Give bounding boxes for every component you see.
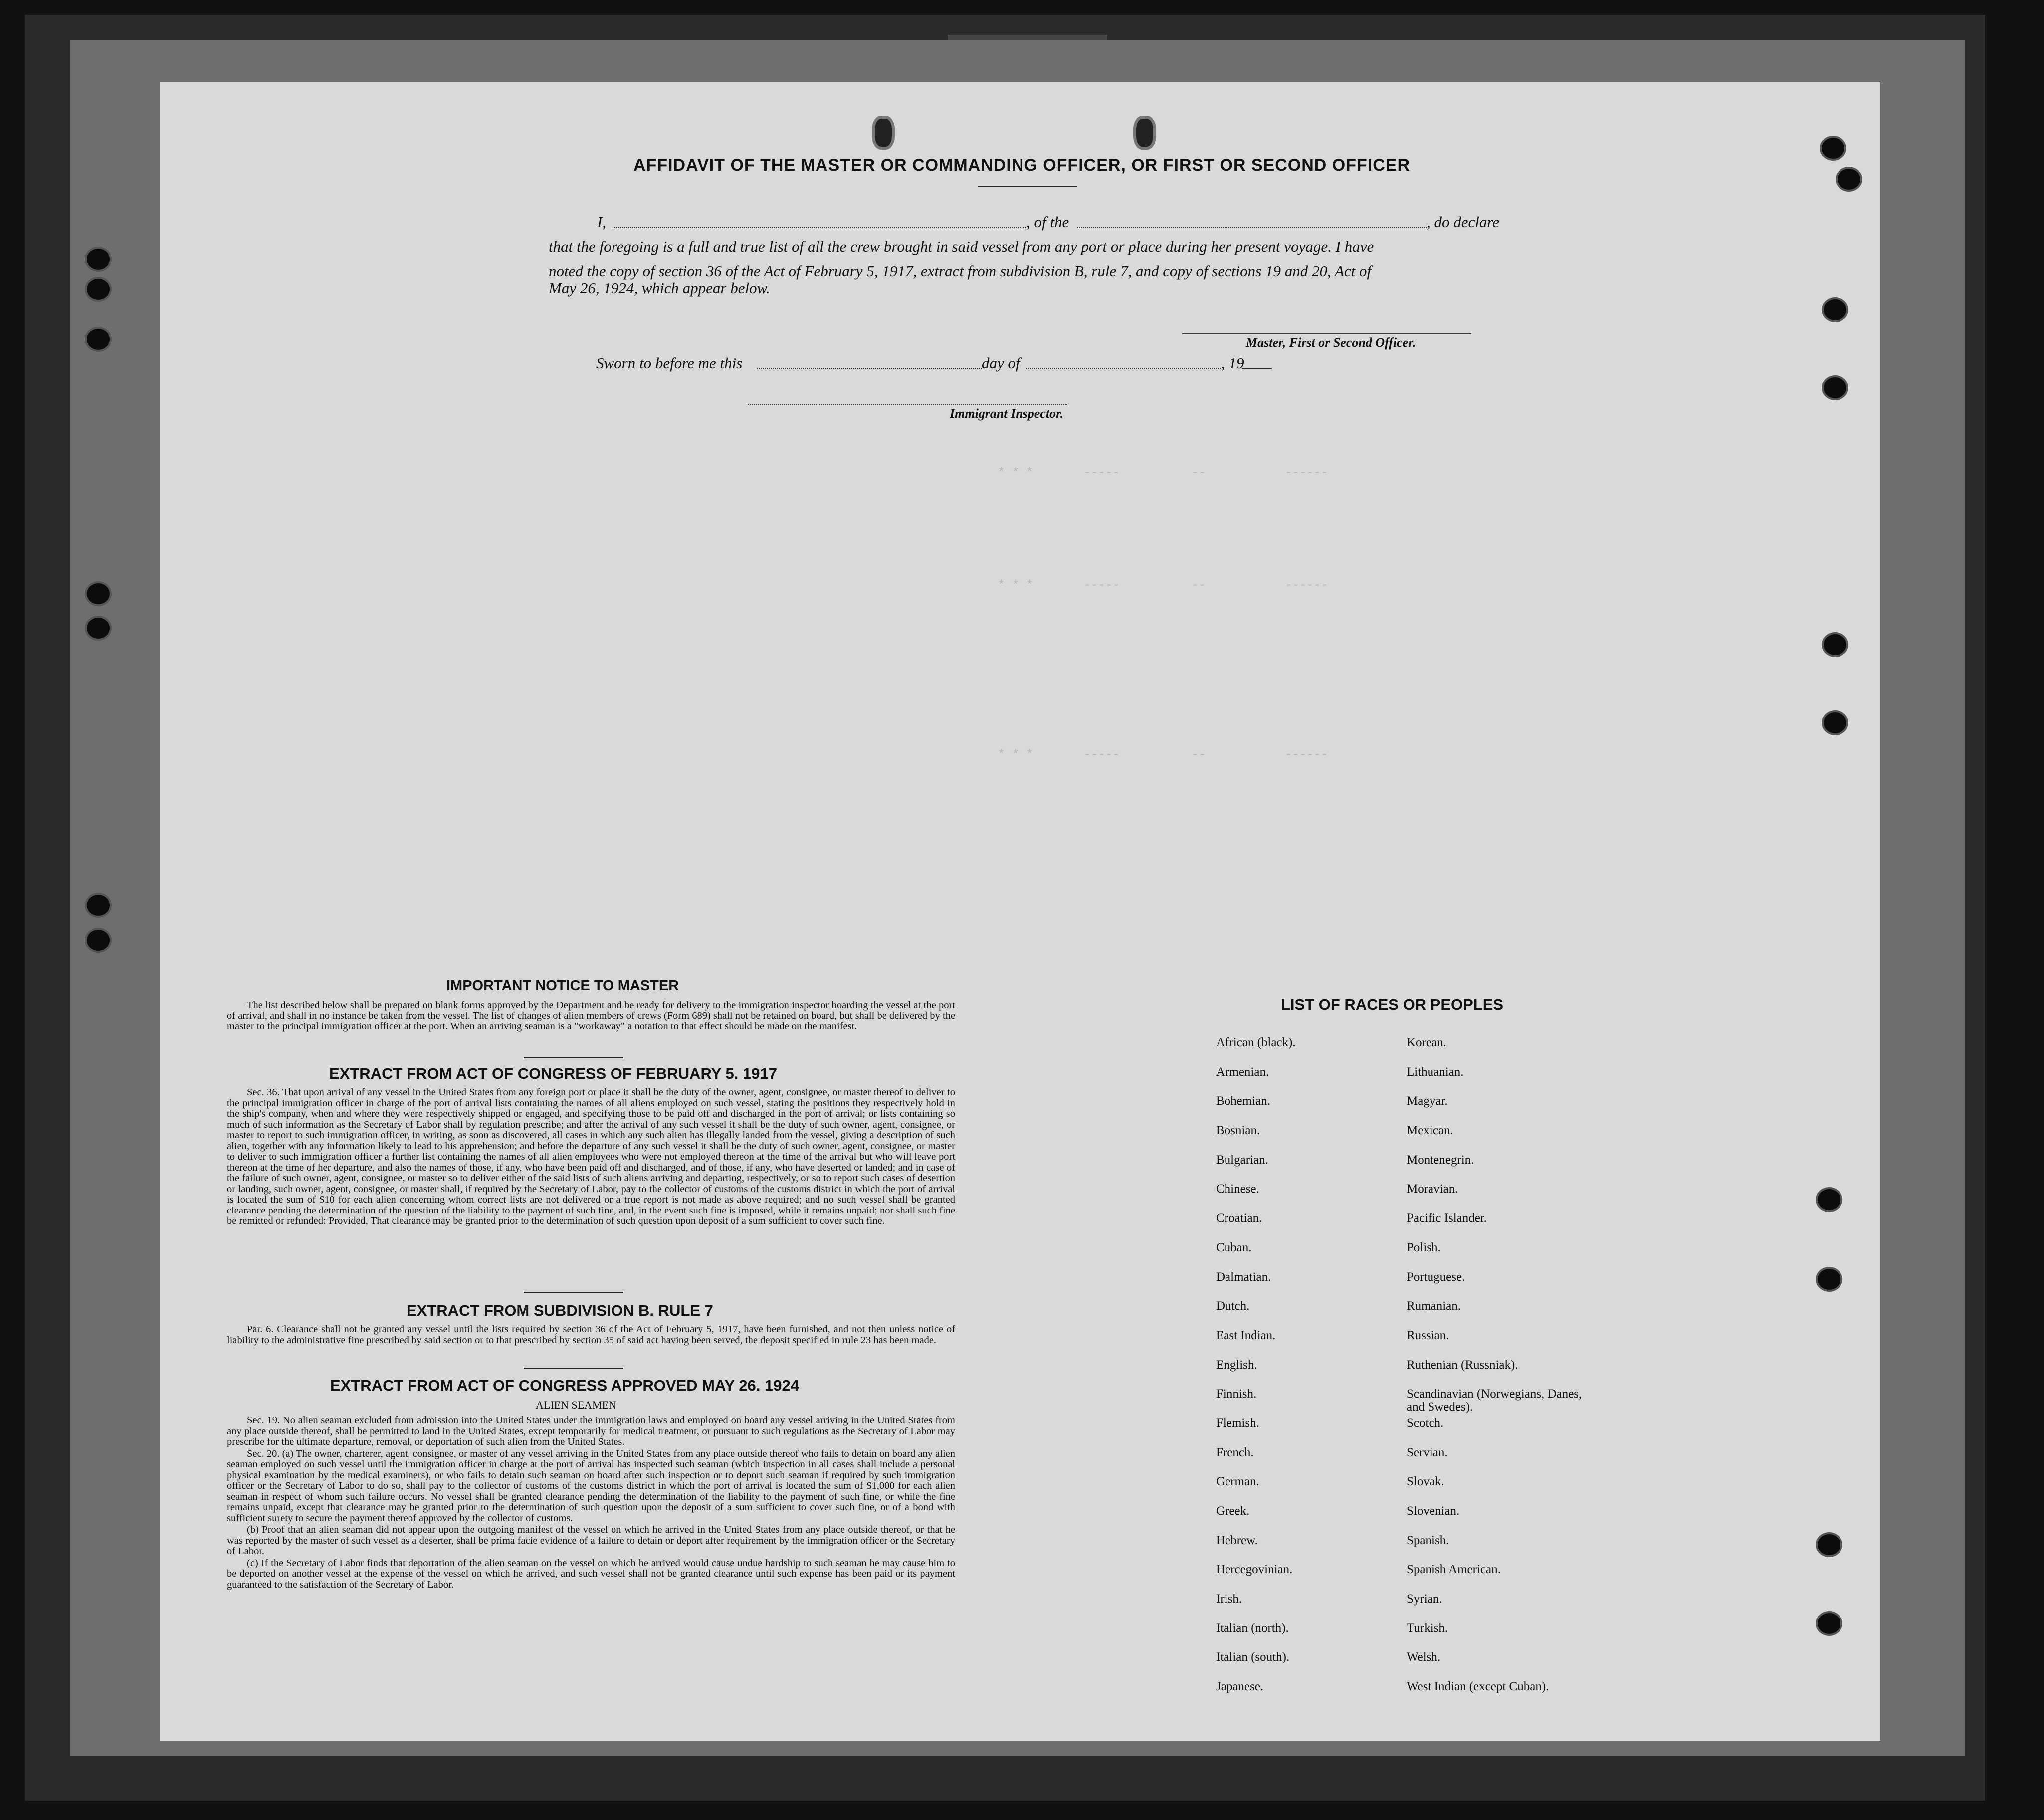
vessel-field-line — [1077, 227, 1427, 228]
race-item: Korean. — [1407, 1036, 1446, 1049]
race-item: Ruthenian (Russniak). — [1407, 1358, 1518, 1372]
race-item: Greek. — [1216, 1504, 1250, 1518]
binder-hole-icon — [1836, 167, 1862, 192]
race-item: Russian. — [1407, 1328, 1449, 1342]
race-item: Bohemian. — [1216, 1094, 1271, 1108]
notice-paragraph: The list described below shall be prepared on blank forms approved by the Department and be ready for delivery to the immigration inspector boarding the vessel at the port of arrival, and shall in no instance be taken from the vessel. The list of changes of alien members of crews (Form 689) shall not be retained on board, but shall be delivered by the master to the principal immigration officer at the port. When an arriving seaman is a "workaway" a notation to that effect should be made on the manifest. — [227, 1000, 955, 1032]
binder-hole-icon — [1820, 136, 1846, 161]
race-item: West Indian (except Cuban). — [1407, 1680, 1549, 1694]
sworn-date-line — [757, 368, 982, 369]
race-item: Scotch. — [1407, 1416, 1444, 1430]
race-item: French. — [1216, 1445, 1254, 1459]
sworn-text: Sworn to before me this — [596, 354, 743, 372]
affidavit-body-line4: May 26, 1924, which appear below. — [549, 279, 770, 297]
section-rule — [524, 1292, 623, 1293]
race-item: Slovenian. — [1407, 1504, 1460, 1518]
race-item: Welsh. — [1407, 1650, 1441, 1664]
race-item: Mexican. — [1407, 1124, 1453, 1138]
race-item: German. — [1216, 1475, 1259, 1489]
races-right-column — [1407, 1036, 1596, 1710]
race-item: East Indian. — [1216, 1328, 1276, 1342]
year-prefix: , 19 — [1221, 354, 1244, 372]
race-item: Japanese. — [1216, 1680, 1264, 1694]
binder-hole-icon — [1816, 1187, 1842, 1212]
binder-hole-icon — [1816, 1611, 1842, 1636]
race-item: Servian. — [1407, 1445, 1448, 1459]
affidavit-of-the: , of the — [1026, 213, 1069, 231]
race-item: Hercegovinian. — [1216, 1563, 1293, 1577]
section-rule — [524, 1368, 623, 1369]
binder-hole-icon — [1816, 1532, 1842, 1557]
extract-1924-text — [227, 1416, 955, 1591]
race-item: Polish. — [1407, 1240, 1441, 1254]
races-title: LIST OF RACES OR PEOPLES — [1281, 996, 1504, 1013]
bleed-through-row: * * * ----- -- ------ — [998, 579, 1328, 592]
affidavit-i: I, — [597, 213, 607, 231]
race-item: Rumanian. — [1407, 1299, 1461, 1313]
race-item: Armenian. — [1216, 1065, 1269, 1079]
sec-20a-paragraph: Sec. 20. (a) The owner, charterer, agent, consignee, or master of any vessel arriving in the United States from any place outside thereof who fails to detain on board any alien seaman employed on such vessel until the immigration officer in charge at the port of arrival has inspected such seaman (which inspection in all cases shall include a personal physical examination by the medical examiners), or who fails to detain such seaman on board after such inspection or to deport such seaman if required by such immigration officer or the Secretary of Labor to do so, shall pay to the collector of customs of the customs district in which the port of arrival is located the sum of $1,000 for each alien seaman in respect of whom such failure occurs. No vessel shall be granted clearance pending the determination of the liability to the payment of such fine, or while the fine remains unpaid, except that clearance may be granted prior to the determination of such question upon the deposit of a sum sufficient to cover such fine, or of a bond with sufficient surety to secure the payment thereof approved by the collector of customs. — [227, 1448, 955, 1524]
inspector-signature-line — [748, 404, 1067, 405]
rule7-text — [227, 1324, 955, 1347]
race-item: African (black). — [1216, 1036, 1296, 1049]
binder-hole-icon — [85, 277, 112, 302]
race-item: Italian (north). — [1216, 1621, 1289, 1635]
race-item: Scandinavian (Norwegians, Danes, and Swedes). — [1407, 1387, 1582, 1414]
race-item: Spanish. — [1407, 1533, 1449, 1547]
par-6-paragraph: Par. 6. Clearance shall not be granted any vessel until the lists required by section 36 of the Act of February 5, 1917, have been furnished, and not then unless notice of liability to the administrative fine prescribed by said section or to that prescribed by section 35 of said act having been served, the deposit specified in rule 23 has been made. — [227, 1324, 955, 1346]
extract-1917-text — [227, 1087, 955, 1228]
race-item: Dutch. — [1216, 1299, 1250, 1313]
race-item: Hebrew. — [1216, 1533, 1258, 1547]
race-item: Italian (south). — [1216, 1650, 1290, 1664]
race-item: Lithuanian. — [1407, 1065, 1464, 1079]
affidavit-title: AFFIDAVIT OF THE MASTER OR COMMANDING OFFICER, OR FIRST OR SECOND OFFICER — [633, 156, 1410, 175]
master-signature-line — [1182, 333, 1471, 334]
binder-hole-icon — [1822, 297, 1848, 322]
bleed-through-row: * * * ----- -- ------ — [998, 466, 1328, 480]
day-of-text: day of — [982, 354, 1020, 372]
notice-text — [227, 1000, 955, 1033]
race-item: Cuban. — [1216, 1240, 1252, 1254]
races-left-column — [1216, 1036, 1296, 1710]
race-item: Irish. — [1216, 1592, 1242, 1606]
binder-hole-icon — [1816, 1267, 1842, 1292]
rivet-icon — [1133, 116, 1156, 150]
extract-1917-title: EXTRACT FROM ACT OF CONGRESS OF FEBRUARY 5. 1917 — [329, 1065, 777, 1082]
sec-19-paragraph: Sec. 19. No alien seaman excluded from admission into the United States under the immigration laws and employed on board any vessel arriving in the United States from any place outside thereof, shall be permitted to land in the United States, except temporarily for medical treatment, or pursuant to such regulations as the Secretary of Labor may prescribe for the ultimate departure, removal, or deportation of such alien from the United States. — [227, 1415, 955, 1447]
binder-hole-icon — [1822, 710, 1848, 735]
race-item: Montenegrin. — [1407, 1153, 1474, 1167]
binder-hole-icon — [85, 616, 112, 641]
race-item: Bulgarian. — [1216, 1153, 1268, 1167]
binder-hole-icon — [85, 327, 112, 352]
race-item: English. — [1216, 1358, 1257, 1372]
binder-hole-icon — [85, 928, 112, 953]
race-item: Slovak. — [1407, 1475, 1444, 1489]
inspector-label: Immigrant Inspector. — [950, 406, 1064, 421]
affidavit-do-declare: , do declare — [1427, 213, 1500, 231]
binder-hole-icon — [1822, 632, 1848, 657]
race-item: Bosnian. — [1216, 1124, 1260, 1138]
sec-36-paragraph: Sec. 36. That upon arrival of any vessel in the United States from any foreign port or place it shall be the duty of the owner, agent, consignee, or master thereof to deliver to the principal immigration officer in charge of the port of arrival lists containing the names of all aliens employed on such vessel, stating the positions they respectively hold in the ship's company, when and where they were respectively shipped or engaged, and specifying those to be paid off and discharged in the port of arrival; or lists containing so much of such information as the Secretary of Labor shall by regulation prescribe; and after the arrival of any such vessel it shall be the duty of such owner, agent, consignee, or master to report to such immigration officer, in writing, as soon as discovered, all cases in which any such alien has illegally landed from the vessel, giving a description of such alien, together with any information likely to lead to his apprehension; and before the departure of any such vessel it shall be the duty of such owner, agent, consignee, or master to deliver to such immigration officer a further list containing the names of all alien employees who were not employed thereon at the time of the arrival but who will leave port thereon at the time of her departure, and also the names of those, if any, who have been paid off and discharged, and of those, if any, who have deserted or landed; and in case of the failure of such owner, agent, consignee, or master so to deliver either of the said lists of such aliens arriving and departing, respectively, or so to report such cases of desertion or landing, such owner, agent, consignee, or master shall, if required by the Secretary of Labor, pay to the collector of customs of the customs district in which the port of arrival is located the sum of $10 for each alien concerning whom correct lists are not delivered or a true report is not made as above required; and no such vessel shall be granted clearance pending the determination of the question of the liability to the payment of such fine, and, in the event such fine is imposed, while it remains unpaid; nor shall such fine be remitted or refunded: Provided, That clearance may be granted prior to the determination of such question upon deposit of a sum sufficient to cover such fine. — [227, 1087, 955, 1226]
notice-title: IMPORTANT NOTICE TO MASTER — [446, 978, 679, 994]
race-item: Chinese. — [1216, 1182, 1259, 1196]
master-signature-label: Master, First or Second Officer. — [1246, 335, 1416, 350]
month-line — [1026, 368, 1221, 369]
year-line — [1242, 368, 1272, 369]
extract-1924-title: EXTRACT FROM ACT OF CONGRESS APPROVED MAY 26. 1924 — [330, 1377, 799, 1394]
binder-hole-icon — [1822, 375, 1848, 400]
section-rule — [524, 1057, 623, 1058]
race-item: Magyar. — [1407, 1094, 1448, 1108]
race-item: Croatian. — [1216, 1212, 1262, 1225]
race-item: Finnish. — [1216, 1387, 1257, 1401]
extract-1924-subtitle: ALIEN SEAMEN — [536, 1399, 616, 1411]
name-field-line — [613, 227, 1026, 228]
sec-20b-paragraph: (b) Proof that an alien seaman did not appear upon the outgoing manifest of the vessel on which he arrived in the United States from any place outside thereof, or that he was reported by the master of such vessel as a deserter, shall be prima facie evidence of a failure to detain or deport after requirement by the immigration officer or the Secretary of Labor. — [227, 1524, 955, 1557]
race-item: Spanish American. — [1407, 1563, 1501, 1577]
binder-hole-icon — [85, 893, 112, 918]
affidavit-body-line2: that the foregoing is a full and true list of all the crew brought in said vessel from any port or place during her present voyage. I have — [549, 238, 1374, 255]
binder-hole-icon — [85, 581, 112, 606]
race-item: Portuguese. — [1407, 1270, 1465, 1284]
race-item: Syrian. — [1407, 1592, 1442, 1606]
title-rule — [978, 186, 1077, 187]
race-item: Pacific Islander. — [1407, 1212, 1487, 1225]
affidavit-body-line3: noted the copy of section 36 of the Act of February 5, 1917, extract from subdivision B, rule 7, and copy of sections 19 and 20, Act of — [549, 262, 1372, 280]
binder-hole-icon — [85, 247, 112, 272]
rule7-title: EXTRACT FROM SUBDIVISION B. RULE 7 — [407, 1302, 713, 1319]
race-item: Flemish. — [1216, 1416, 1259, 1430]
rivet-icon — [872, 116, 895, 150]
race-item: Moravian. — [1407, 1182, 1458, 1196]
bleed-through-row: * * * ----- -- ------ — [998, 748, 1328, 762]
race-item: Dalmatian. — [1216, 1270, 1271, 1284]
sec-20c-paragraph: (c) If the Secretary of Labor finds that deportation of the alien seaman on the vessel on which he arrived would cause undue hardship to such seaman he may cause him to be deported on another vessel at the expense of the vessel on which he arrived, and such vessel shall not be granted clearance until such expense has been paid or its payment guaranteed to the satisfaction of the Secretary of Labor. — [227, 1557, 955, 1590]
race-item: Turkish. — [1407, 1621, 1448, 1635]
